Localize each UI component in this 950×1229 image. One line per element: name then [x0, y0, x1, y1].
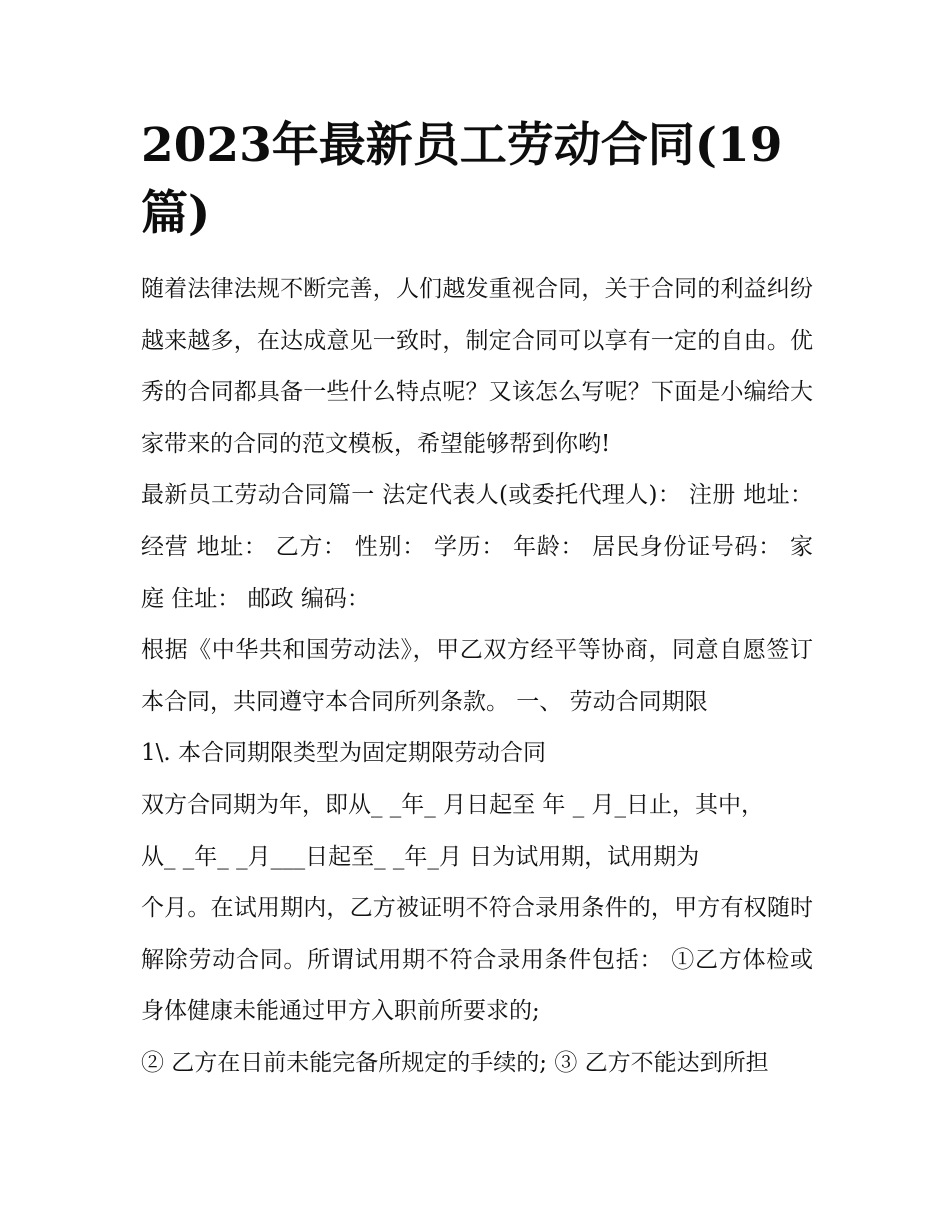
contract-preamble-paragraph: 根据《中华共和国劳动法》，甲乙双方经平等协商，同意自愿签订本合同，共同遵守本合同所列条款。 一、 劳动合同期限: [141, 637, 813, 715]
contract-term-paragraph: 双方合同期为年，即从_ _年_ 月日起至 年 _ 月_日止，其中，: [141, 791, 765, 818]
document-page: [141, 112, 813, 1090]
document-body: [141, 264, 813, 1090]
document-title: 2023年最新员工劳动合同(19篇): [141, 118, 783, 241]
intro-paragraph: 随着法律法规不断完善，人们越发重视合同，关于合同的利益纠纷越来越多，在达成意见一致时，制定合同可以享有一定的自由。优秀的合同都具备一些什么特点呢？又该怎么写呢？下面是小编给大家带来的合同的范文模板，希望能够帮到你哟!: [141, 276, 813, 457]
probation-conditions-paragraph: 个月。在试用期内，乙方被证明不符合录用条件的，甲方有权随时解除劳动合同。所谓试用期不符合录用条件包括： ①乙方体检或身体健康未能通过甲方入职前所要求的;: [141, 895, 813, 1025]
probation-conditions-continued-paragraph: ② 乙方在日前未能完备所规定的手续的; ③ 乙方不能达到所担: [141, 1049, 769, 1076]
probation-period-paragraph: 从_ _年_ _月___日起至_ _年_月 日为试用期，试用期为: [141, 843, 700, 870]
contract-type-paragraph: 1\. 本合同期限类型为固定期限劳动合同: [141, 740, 547, 767]
contract-parties-paragraph: 最新员工劳动合同篇一 法定代表人(或委托代理人)： 注册 地址： 经营 地址： 乙方： 性别： 学历： 年龄： 居民身份证号码： 家庭 住址： 邮政 编码：: [141, 482, 813, 612]
